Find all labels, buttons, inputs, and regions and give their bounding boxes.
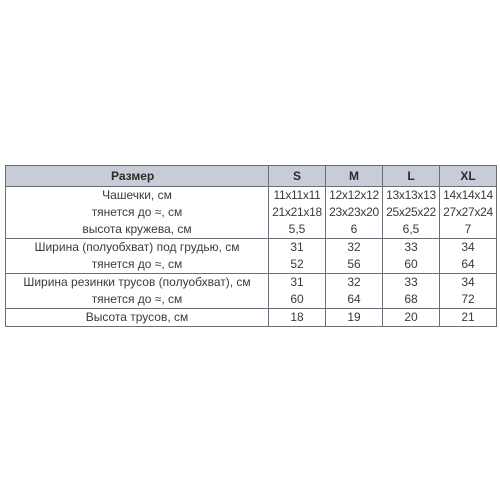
value-cell-m	[326, 274, 383, 309]
value: 31	[290, 240, 304, 254]
param-cell-underbust	[6, 239, 269, 274]
value: 14x14x14	[443, 188, 493, 202]
param-label: Чашечки, см	[102, 188, 172, 202]
value-cell-m	[326, 239, 383, 274]
value-cell-s	[269, 239, 326, 274]
value: 21	[461, 310, 475, 324]
value: 12x12x12	[329, 188, 379, 202]
table-row-cups	[6, 187, 497, 239]
value: 56	[347, 257, 361, 271]
value: 60	[404, 257, 418, 271]
value: 32	[347, 240, 361, 254]
param-cell-cups	[6, 187, 269, 239]
value: 32	[347, 275, 361, 289]
param-label: Высота трусов, см	[85, 310, 189, 324]
header-size-xl: XL	[440, 166, 497, 187]
value-cell-l	[383, 309, 440, 327]
value: 7	[464, 222, 472, 236]
value: 27x27x24	[443, 205, 493, 219]
value: 31	[290, 275, 304, 289]
value-cell-xl	[440, 309, 497, 327]
value: 11x11x11	[273, 188, 321, 202]
value: 68	[404, 292, 418, 306]
header-size-s: S	[269, 166, 326, 187]
value-cell-m	[326, 187, 383, 239]
value: 6,5	[402, 222, 420, 236]
param-cell-panty-height	[6, 309, 269, 327]
header-size-label: Размер	[6, 166, 269, 187]
param-label: тянется до ≈, см	[91, 205, 183, 219]
value: 6	[350, 222, 358, 236]
value-cell-xl	[440, 187, 497, 239]
table-row-panty-height	[6, 309, 497, 327]
header-size-m: M	[326, 166, 383, 187]
value: 20	[404, 310, 418, 324]
value-cell-s	[269, 274, 326, 309]
value: 18	[290, 310, 304, 324]
param-label: тянется до ≈, см	[91, 292, 183, 306]
header-size-l: L	[383, 166, 440, 187]
value-cell-l	[383, 274, 440, 309]
value-cell-l	[383, 239, 440, 274]
value: 72	[461, 292, 475, 306]
param-cell-waistband	[6, 274, 269, 309]
value: 19	[347, 310, 361, 324]
value: 60	[290, 292, 304, 306]
value: 13x13x13	[386, 188, 436, 202]
value: 64	[461, 257, 475, 271]
size-chart-table	[5, 165, 497, 327]
table-row-underbust	[6, 239, 497, 274]
param-label: тянется до ≈, см	[91, 257, 183, 271]
value-cell-s	[269, 187, 326, 239]
value-cell-s	[269, 309, 326, 327]
value: 21x21x18	[272, 205, 322, 219]
value: 25x25x22	[386, 205, 436, 219]
value: 64	[347, 292, 361, 306]
table-header-row	[6, 166, 497, 187]
param-label: Ширина (полуобхват) под грудью, см	[34, 240, 240, 254]
value: 52	[290, 257, 304, 271]
value-cell-l	[383, 187, 440, 239]
value-cell-xl	[440, 274, 497, 309]
value: 33	[404, 275, 418, 289]
value: 33	[404, 240, 418, 254]
value-cell-xl	[440, 239, 497, 274]
value: 34	[461, 275, 475, 289]
value-cell-m	[326, 309, 383, 327]
table-row-waistband	[6, 274, 497, 309]
param-label: высота кружева, см	[82, 222, 192, 236]
value: 34	[461, 240, 475, 254]
param-label: Ширина резинки трусов (полуобхват), см	[23, 275, 251, 289]
value: 5,5	[288, 222, 306, 236]
value: 23x23x20	[329, 205, 379, 219]
